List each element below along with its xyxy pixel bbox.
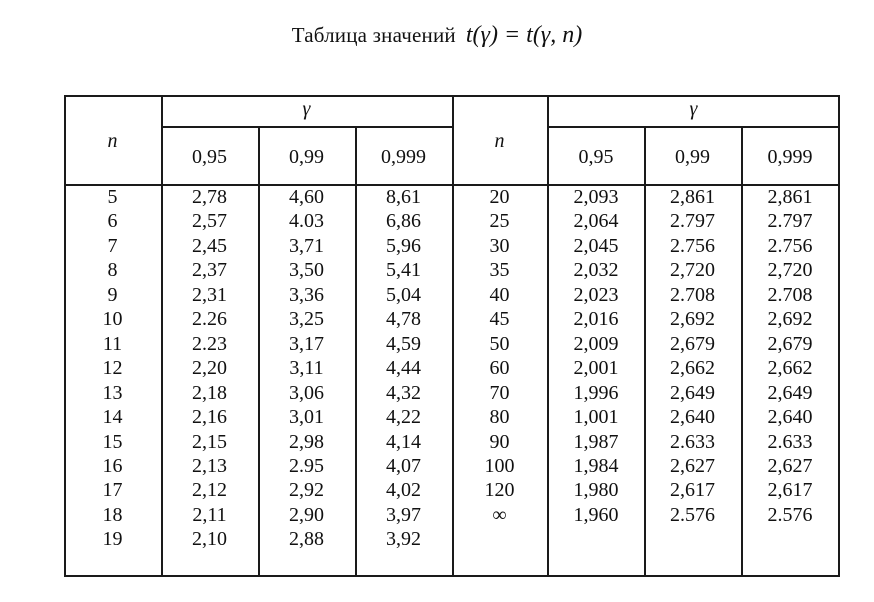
left-g099-column (258, 185, 355, 552)
left-g095-column (161, 185, 258, 552)
table-cell: 2,001 (573, 357, 619, 380)
table-cell: 6,86 (386, 210, 421, 233)
table-cell: 50 (489, 332, 510, 355)
table-cell: 1,980 (573, 479, 619, 502)
table-cell: 2,15 (192, 430, 227, 453)
table-cell: 3,17 (289, 332, 324, 355)
header-gamma-divider-left (161, 126, 453, 128)
table-cell: 45 (489, 308, 510, 331)
table-cell: 4,60 (289, 186, 324, 208)
table-cell: 2,861 (670, 186, 715, 208)
table-cell: 2,662 (767, 357, 813, 380)
table-cell: 5,04 (386, 283, 421, 306)
table-cell: 2.95 (289, 454, 324, 477)
table-cell: 2,009 (573, 332, 619, 355)
title-formula: t(γ) = t(γ, n) (465, 22, 583, 48)
header-g099-right: 0,99 (675, 146, 710, 168)
table-cell: 3,06 (289, 381, 324, 404)
table-cell: 8 (107, 259, 118, 282)
table-cell: 2.708 (670, 283, 715, 306)
table-cell: 3,97 (386, 503, 421, 526)
header-gamma-divider-right (548, 126, 839, 128)
table-cell: 2,649 (670, 381, 715, 404)
table-cell: 12 (102, 357, 123, 380)
table-cell: 4,78 (386, 308, 421, 331)
table-cell: 1,987 (573, 430, 619, 453)
table-cell: 5,96 (386, 234, 421, 257)
table-cell: 2.756 (767, 234, 813, 257)
table-cell: 17 (102, 479, 123, 502)
header-n-right: n (494, 130, 505, 152)
table-cell: 30 (489, 234, 510, 257)
table-cell: ∞ (492, 503, 507, 526)
table-cell: 18 (102, 503, 123, 526)
table-cell: 4,02 (386, 479, 421, 502)
right-g0999-column (741, 185, 839, 527)
table-cell: 2,627 (670, 454, 715, 477)
table-cell: 2.576 (767, 503, 813, 526)
table-cell: 1,984 (573, 454, 619, 477)
header-g099-left: 0,99 (289, 146, 324, 168)
table-cell: 2,640 (767, 406, 813, 429)
table-cell: 4,22 (386, 406, 421, 429)
table-cell: 2,88 (289, 528, 324, 551)
table-cell: 2,45 (192, 234, 227, 257)
table-cell: 2,720 (767, 259, 813, 282)
table-cell: 2,016 (573, 308, 619, 331)
table-cell: 2,57 (192, 210, 227, 233)
table-cell: 2,12 (192, 479, 227, 502)
table-cell: 2,692 (767, 308, 813, 331)
table-cell: 4,14 (386, 430, 421, 453)
table-cell: 4.03 (289, 210, 324, 233)
table-cell: 2,78 (192, 186, 227, 208)
table-cell: 11 (102, 332, 123, 355)
header-n-left: n (107, 130, 118, 152)
table-cell: 2,032 (573, 259, 619, 282)
table-cell: 2,679 (670, 332, 715, 355)
table-cell: 2,18 (192, 381, 227, 404)
left-n-column (64, 185, 161, 552)
table-cell: 14 (102, 406, 123, 429)
table-cell: 2,92 (289, 479, 324, 502)
table-cell: 2,31 (192, 283, 227, 306)
table-cell: 2.797 (767, 210, 813, 233)
table-cell: 2,064 (573, 210, 619, 233)
table-cell: 2,649 (767, 381, 813, 404)
table-cell: 2.633 (670, 430, 715, 453)
table-cell: 2,98 (289, 430, 324, 453)
table-cell: 100 (484, 454, 515, 477)
table-cell: 2,045 (573, 234, 619, 257)
table-cell: 90 (489, 430, 510, 453)
table-cell: 4,44 (386, 357, 421, 380)
table-cell: 120 (484, 479, 515, 502)
header-g0999-left: 0,999 (381, 146, 426, 168)
table-cell: 2,640 (670, 406, 715, 429)
table-cell: 70 (489, 381, 510, 404)
table-cell: 2.756 (670, 234, 715, 257)
table-cell: 60 (489, 357, 510, 380)
table-cell: 2.708 (767, 283, 813, 306)
table-cell: 40 (489, 283, 510, 306)
table-cell: 2,720 (670, 259, 715, 282)
table-cell: 4,32 (386, 381, 421, 404)
table-cell: 5,41 (386, 259, 421, 282)
table-cell: 10 (102, 308, 123, 331)
table-cell: 2,692 (670, 308, 715, 331)
right-g099-column (644, 185, 741, 527)
table-cell: 3,92 (386, 528, 421, 551)
table-cell: 2,662 (670, 357, 715, 380)
table-cell: 2,617 (670, 479, 715, 502)
table-cell: 1,960 (573, 503, 619, 526)
table-cell: 2,13 (192, 454, 227, 477)
header-g0999-right: 0,999 (767, 146, 813, 168)
table-cell: 1,001 (573, 406, 619, 429)
header-g095-right: 0,95 (578, 146, 614, 168)
table-cell: 2.26 (192, 308, 227, 331)
table-cell: 2,90 (289, 503, 324, 526)
table-cell: 2,16 (192, 406, 227, 429)
header-gamma-left: γ (302, 98, 311, 120)
table-cell: 15 (102, 430, 123, 453)
table-cell: 3,36 (289, 283, 324, 306)
table-cell: 3,25 (289, 308, 324, 331)
header-g095-left: 0,95 (192, 146, 227, 168)
table-cell: 2,093 (573, 186, 619, 208)
table-cell: 2.797 (670, 210, 715, 233)
table-cell: 25 (489, 210, 510, 233)
left-g0999-column (355, 185, 452, 552)
header-gamma-right: γ (689, 98, 698, 120)
table-cell: 1,996 (573, 381, 619, 404)
table-cell: 2,023 (573, 283, 619, 306)
table-cell: 2.23 (192, 332, 227, 355)
table-cell: 7 (107, 234, 118, 257)
table-cell: 3,11 (289, 357, 324, 380)
table-title (0, 22, 874, 49)
table-cell: 2,617 (767, 479, 813, 502)
table-cell: 2,861 (767, 186, 813, 208)
table-cell: 2,627 (767, 454, 813, 477)
table-cell: 4,07 (386, 454, 421, 477)
table-cell: 8,61 (386, 186, 421, 208)
table-cell: 2,20 (192, 357, 227, 380)
table-cell: 2.576 (670, 503, 715, 526)
table-cell: 2,679 (767, 332, 813, 355)
table-cell: 16 (102, 454, 123, 477)
right-g095-column (548, 185, 644, 527)
table-cell: 3,50 (289, 259, 324, 282)
right-n-column (452, 185, 547, 527)
table-cell: 5 (107, 186, 118, 208)
table-cell: 4,59 (386, 332, 421, 355)
table-cell: 3,01 (289, 406, 324, 429)
table-cell: 2,37 (192, 259, 227, 282)
table-cell: 80 (489, 406, 510, 429)
table-cell: 20 (489, 186, 510, 208)
table-cell: 35 (489, 259, 510, 282)
table-cell: 13 (102, 381, 123, 404)
table-cell: 2,10 (192, 528, 227, 551)
table-cell: 2,11 (192, 503, 227, 526)
title-text: Таблица значений (291, 23, 456, 47)
table-cell: 6 (107, 210, 118, 233)
table-cell: 3,71 (289, 234, 324, 257)
table-cell: 19 (102, 528, 123, 551)
table-cell: 2.633 (767, 430, 813, 453)
table-cell: 9 (107, 283, 118, 306)
